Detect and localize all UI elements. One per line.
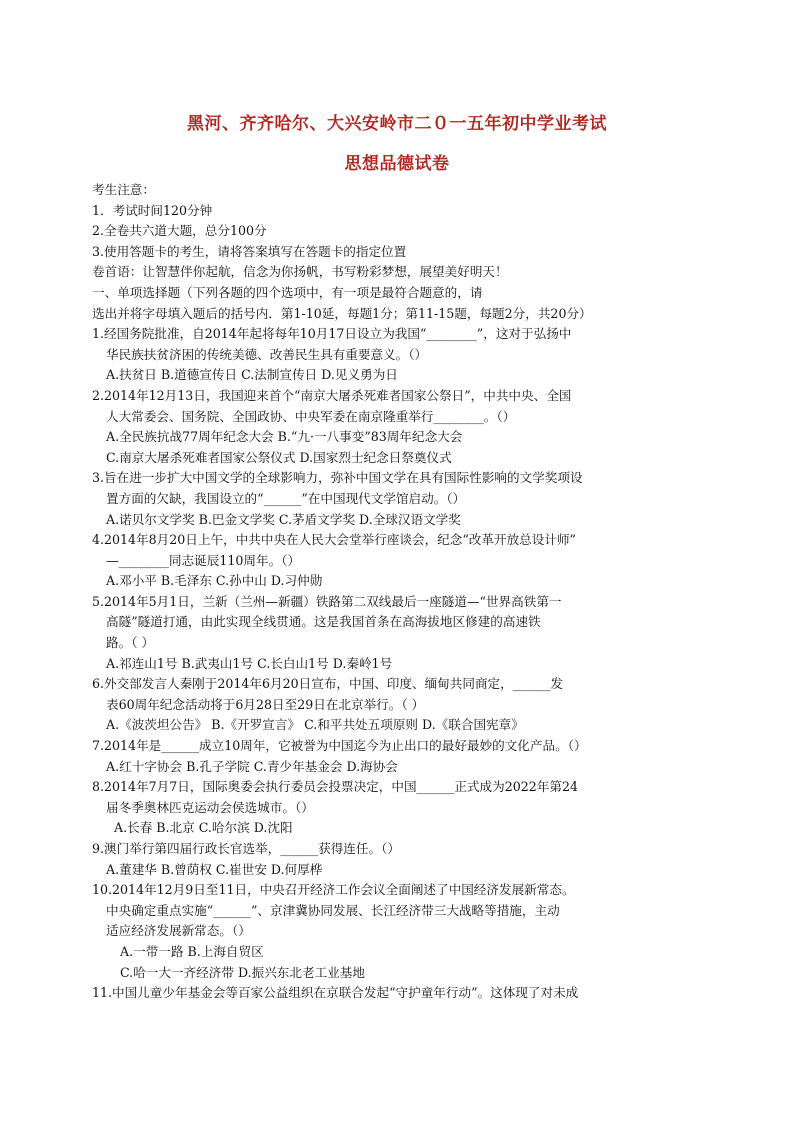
text-line: A.长春 B.北京 C.哈尔滨 D.沈阳 — [114, 820, 293, 836]
text-line: A.邓小平 B.毛泽东 C.孙中山 D.习仲勋 — [106, 573, 323, 589]
text-line: 表60周年纪念活动将于6月28日至29日在北京举行。（ ） — [106, 696, 425, 712]
text-line: C.南京大屠杀死难者国家公祭仪式 D.国家烈士纪念日祭奠仪式 — [106, 449, 452, 465]
text-line: 考生注意： — [92, 182, 155, 197]
text-line: 8.2014年7月7日，国际奥委会执行委员会投票决定，中国______正式成为2022年第24 — [92, 779, 578, 795]
text-line: C.哈一大一齐经济带 D.振兴东北老工业基地 — [120, 964, 365, 980]
text-line: 6.外交部发言人秦刚于2014年6月20日宣布，中国、印度、缅甸共同商定，______发 — [92, 676, 564, 692]
text-line: A.《波茨坦公告》 B.《开罗宣言》 C.和平共处五项原则 D.《联合国宪章》 — [106, 717, 524, 733]
text-line: 中央确定重点实施“______”、京津冀协同发展、长江经济带三大战略等措施，主动 — [106, 902, 560, 918]
text-line: 9.澳门举行第四届行政长官选举，______获得连任。（） — [92, 841, 400, 856]
text-line: 华民族扶贫济困的传统美德、改善民生具有重要意义。（） — [106, 346, 428, 362]
text-line: 4.2014年8月20日上午，中共中央在人民大会堂举行座谈会，纪念“改革开放总设计师” — [92, 532, 576, 548]
text-line: 3.使用答题卡的考生，请将答案填写在答题卡的指定位置 — [92, 243, 407, 259]
text-line: A.全民族抗战77周年纪念大会 B.“九·一八事变”83周年纪念大会 — [106, 429, 463, 445]
text-line: 7.2014年是______成立10周年，它被誉为中国迄今为止出口的最好最妙的文化产品。（） — [92, 738, 587, 754]
text-line: 一、单项选择题（下列各题的四个选项中，有一项是最符合题意的，请 — [92, 284, 483, 300]
exam-content — [92, 180, 662, 1004]
text-line: 1.经国务院批准，自2014年起将每年10月17日设立为我国“________”，这对于弘扬中 — [92, 326, 572, 342]
text-line: 2.全卷共六道大题，总分100分 — [92, 223, 267, 239]
text-line: —________同志诞辰110周年。（） — [106, 552, 301, 568]
exam-title: 黑河、齐齐哈尔、大兴安岭市二０一五年初中学业考试 — [187, 114, 607, 134]
text-line: A.祁连山1号 B.武夷山1号 C.长白山1号 D.秦岭1号 — [106, 655, 393, 671]
text-line: 适应经济发展新常态。（） — [106, 923, 251, 939]
text-line: A.扶贫日 B.道德宣传日 C.法制宣传日 D.见义勇为日 — [106, 367, 398, 383]
text-line: 5.2014年5月1日，兰新（兰州—新疆）铁路第二双线最后一座隧道—“世界高铁第一 — [92, 593, 562, 609]
text-line: A.诺贝尔文学奖 B.巴金文学奖 C.茅盾文学奖 D.全球汉语文学奖 — [106, 511, 461, 527]
text-line: 人大常委会、国务院、全国政协、中央军委在南京隆重举行________。（） — [106, 408, 516, 424]
text-line: A.一带一路 B.上海自贸区 — [120, 943, 264, 959]
text-line: A.董建华 B.曾荫权 C.崔世安 D.何厚桦 — [106, 861, 323, 877]
text-line: 届冬季奥林匹克运动会侯选城市。（） — [106, 799, 314, 815]
text-line: 10.2014年12月9日至11日，中央召开经济工作会议全面阐述了中国经济发展新常态。 — [92, 882, 575, 898]
text-line: 置方面的欠缺，我国设立的“______”在中国现代文学馆启动。（） — [106, 490, 466, 506]
text-line: 选出并将字母填入题后的括号内．第1-10延，每题1分；第11-15题，每题2分，共20分） — [92, 305, 592, 321]
text-line: 2.2014年12月13日，我国迎来首个“南京大屠杀死难者国家公祭日”，中共中央、全国 — [92, 387, 572, 403]
text-line: 3.旨在进一步扩大中国文学的全球影响力，弥补中国文学在具有国际性影响的文学奖项设 — [92, 470, 583, 486]
text-line: A.红十字协会 B.孔子学院 C.青少年基金会 D.海协会 — [106, 758, 398, 774]
text-line: 11.中国儿童少年基金会等百家公益组织在京联合发起“守护童年行动”。这体现了对未成 — [92, 985, 579, 1001]
exam-subject-title: 思想品德试卷 — [344, 154, 450, 174]
text-line: 卷首语：让智慧伴你起航，信念为你扬帆，书写粉彩梦想，展望美好明天！ — [92, 264, 508, 280]
text-line: 1．考试时间120分钟 — [92, 202, 213, 218]
text-line: 路。（ ） — [106, 635, 155, 651]
text-line: 高隧”隧道打通，由此实现全线贯通。这是我国首条在高海拔地区修建的高速铁 — [106, 614, 541, 630]
